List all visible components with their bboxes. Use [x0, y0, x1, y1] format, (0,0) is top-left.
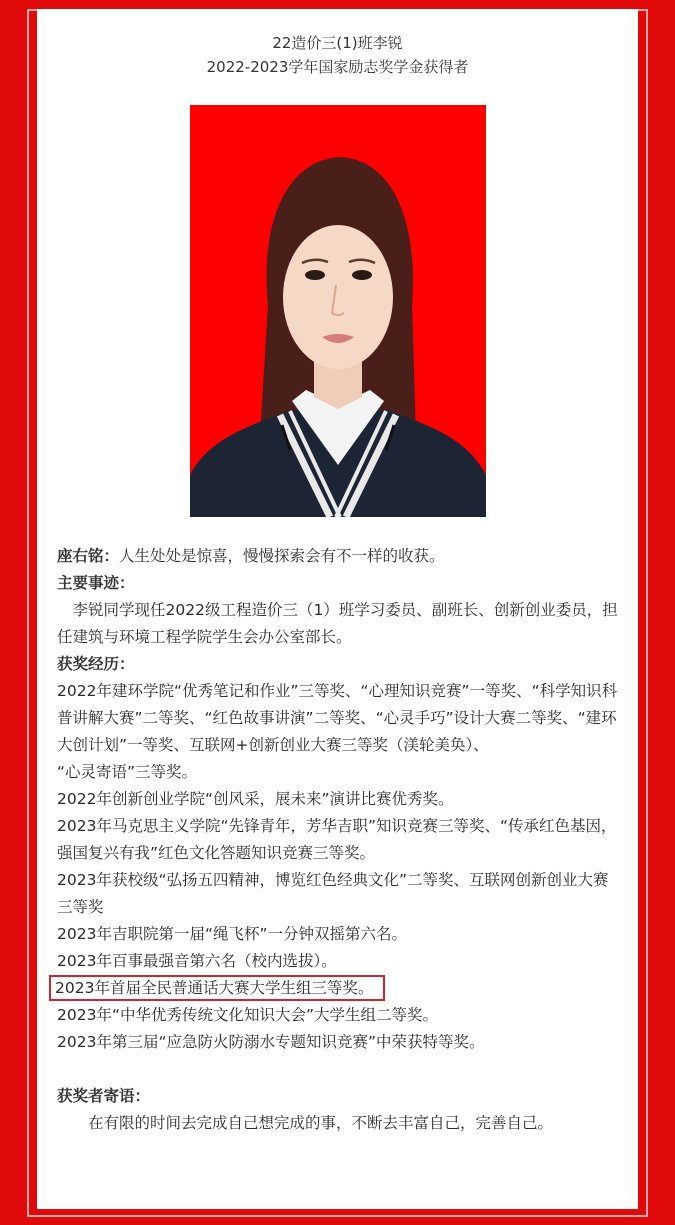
header-award-title: 2022-2023学年国家励志奖学金获得者	[206, 58, 469, 76]
award-item: 2023年第三届“应急防火防溺水专题知识竞赛”中荣获特等奖。	[57, 1033, 485, 1051]
motto-text: 人生处处是惊喜，慢慢探索会有不一样的收获。	[119, 547, 445, 565]
award-item-highlighted	[57, 975, 618, 1002]
message-label: 获奖者寄语：	[57, 1087, 151, 1105]
award-item: “心灵寄语”三等奖。	[57, 763, 198, 781]
award-item: 2022年创新创业学院“创风采，展未来”演讲比赛优秀奖。	[57, 790, 454, 808]
award-item: 2023年吉职院第一届“绳飞杯”一分钟双摇第六名。	[57, 925, 408, 943]
award-item: 2023年获校级“弘扬五四精神，博览红色经典文化”二等奖、互联网创新创业大赛三等奖	[57, 871, 609, 916]
award-item: 2023年“中华优秀传统文化知识大会”大学生组二等奖。	[57, 1006, 439, 1024]
award-item: 2023年百事最强音第六名（校内选拔）。	[57, 952, 337, 970]
motto-paragraph	[57, 543, 618, 570]
awards-label: 获奖经历：	[57, 655, 135, 673]
award-item: 2022年建环学院“优秀笔记和作业”三等奖、“心理知识竞赛”一等奖、“科学知识科普讲解大赛”二等奖、“红色故事讲演”二等奖、“心灵手巧”设计大赛二等奖、“建环大创计划”一等奖、互联网+创新创业大赛三等奖（渼轮美奂）、	[57, 682, 618, 754]
student-portrait	[190, 105, 486, 517]
profile-content	[57, 543, 618, 1137]
motto-label: 座右铭：	[57, 547, 120, 565]
award-item: 2023年马克思主义学院“先锋青年，芳华吉职”知识竞赛三等奖、“传承红色基因，强国复兴有我”红色文化答题知识竞赛三等奖。	[57, 817, 617, 862]
certificate-card	[37, 9, 638, 1209]
highlight-box: 2023年首届全民普通话大赛大学生组三等奖。	[49, 975, 385, 1001]
deeds-label: 主要事迹：	[57, 574, 135, 592]
spacer	[57, 1056, 618, 1083]
deeds-text: 李锐同学现任2022级工程造价三（1）班学习委员、副班长、创新创业委员，担任建筑与环境工程学院学生会办公室部长。	[57, 601, 618, 646]
message-text: 在有限的时间去完成自己想完成的事，不断去丰富自己，完善自己。	[88, 1114, 554, 1132]
page-header	[37, 31, 638, 79]
portrait-illustration	[190, 105, 486, 517]
header-class-name: 22造价三(1)班李锐	[272, 34, 403, 52]
